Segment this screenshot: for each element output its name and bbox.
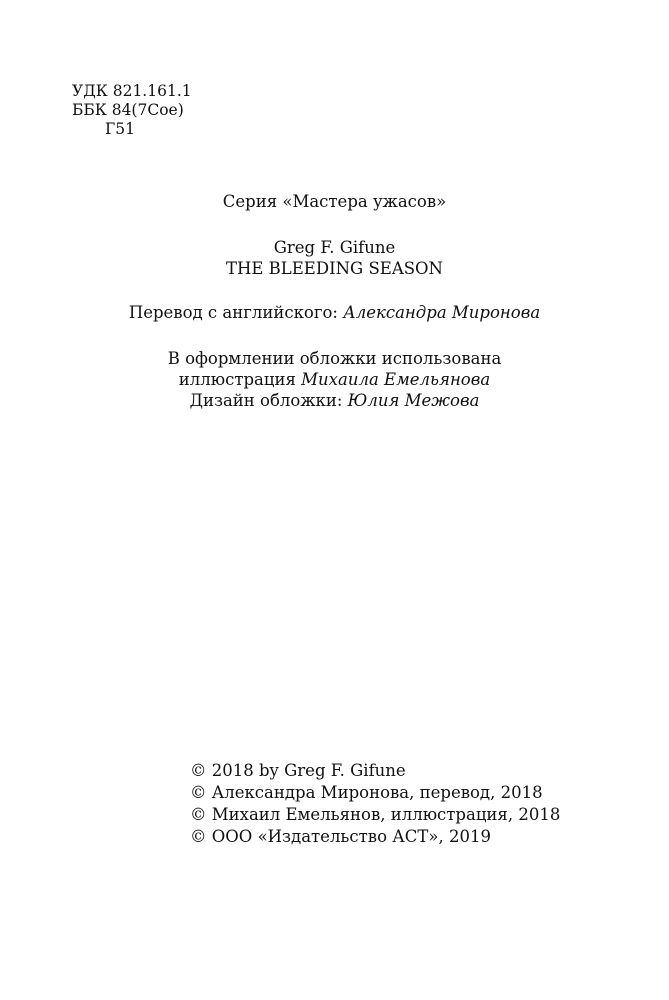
- cover-illustration-note: В оформлении обложки использована: [167, 349, 502, 368]
- cover-designer-label: Дизайн обложки:: [189, 391, 348, 410]
- original-author: Greg F. Gifune: [273, 238, 396, 257]
- copyright-line: © 2018 by Greg F. Gifune: [190, 761, 406, 780]
- translator-name: Александра Миронова: [343, 303, 541, 322]
- series-block: [0, 191, 669, 212]
- illustrator-line: [0, 369, 669, 390]
- translation-line: [0, 302, 669, 323]
- illustrator-name: Михаила Емельянова: [301, 370, 491, 389]
- cover-designer-name: Юлия Межова: [347, 391, 480, 410]
- translation-label: Перевод с английского:: [128, 303, 344, 322]
- copyright-line: © Михаил Емельянов, иллюстрация, 2018: [190, 805, 561, 824]
- original-title: THE BLEEDING SEASON: [226, 259, 443, 278]
- copyright-line: © ООО «Издательство АСТ», 2019: [190, 827, 491, 846]
- original-edition-block: [0, 237, 669, 279]
- author-mark: Г51: [105, 120, 135, 138]
- illustrator-label: иллюстрация: [178, 370, 302, 389]
- translation-block: [0, 302, 669, 323]
- copyright-notices: [190, 760, 560, 848]
- cover-designer-line: [0, 390, 669, 411]
- classification-codes: [72, 82, 192, 139]
- udk-code: УДК 821.161.1: [72, 82, 192, 100]
- copyright-line: © Александра Миронова, перевод, 2018: [190, 783, 543, 802]
- bbk-code: ББК 84(7Сое): [72, 101, 184, 119]
- cover-design-block: [0, 348, 669, 411]
- series-name: Серия «Мастера ужасов»: [222, 192, 447, 211]
